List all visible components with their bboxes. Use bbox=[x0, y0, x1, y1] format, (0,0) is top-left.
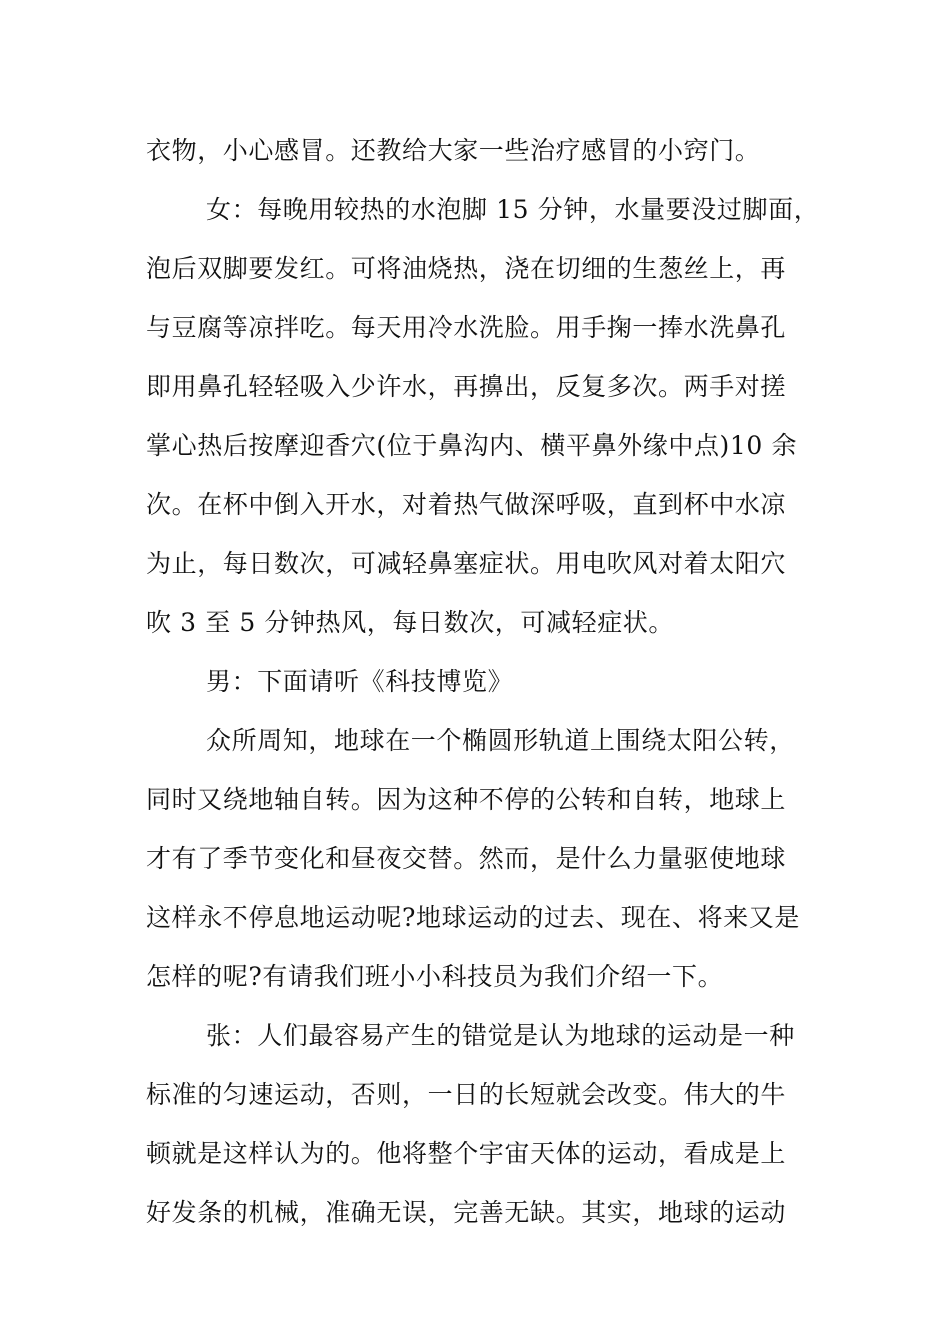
text-line: 与豆腐等凉拌吃。每天用冷水洗脸。用手掬一捧水洗鼻孔 bbox=[146, 313, 787, 342]
paragraph-start-line: 众所周知，地球在一个椭圆形轨道上围绕太阳公转， bbox=[206, 726, 795, 755]
text-line: 衣物，小心感冒。还教给大家一些治疗感冒的小窍门。 bbox=[146, 136, 761, 165]
text-line: 才有了季节变化和昼夜交替。然而，是什么力量驱使地球 bbox=[146, 844, 787, 873]
paragraph-start-line: 男：下面请听《科技博览》 bbox=[206, 667, 514, 696]
text-line: 吹 3 至 5 分钟热风，每日数次，可减轻症状。 bbox=[146, 608, 675, 637]
text-line: 为止，每日数次，可减轻鼻塞症状。用电吹风对着太阳穴 bbox=[146, 549, 787, 578]
text-line: 掌心热后按摩迎香穴(位于鼻沟内、横平鼻外缘中点)10 余 bbox=[146, 431, 798, 460]
text-line: 泡后双脚要发红。可将油烧热，浇在切细的生葱丝上，再 bbox=[146, 254, 787, 283]
text-line: 好发条的机械，准确无误，完善无缺。其实，地球的运动 bbox=[146, 1198, 787, 1227]
paragraph-start-line: 张：人们最容易产生的错觉是认为地球的运动是一种 bbox=[206, 1021, 795, 1050]
text-line: 次。在杯中倒入开水，对着热气做深呼吸，直到杯中水凉 bbox=[146, 490, 787, 519]
text-line: 这样永不停息地运动呢?地球运动的过去、现在、将来又是 bbox=[146, 903, 801, 932]
paragraph-start-line: 女：每晚用较热的水泡脚 15 分钟，水量要没过脚面， bbox=[206, 195, 820, 224]
text-line: 怎样的呢?有请我们班小小科技员为我们介绍一下。 bbox=[146, 962, 724, 991]
text-line: 同时又绕地轴自转。因为这种不停的公转和自转，地球上 bbox=[146, 785, 787, 814]
text-line: 标准的匀速运动，否则，一日的长短就会改变。伟大的牛 bbox=[146, 1080, 787, 1109]
text-line: 即用鼻孔轻轻吸入少许水，再擤出，反复多次。两手对搓 bbox=[146, 372, 787, 401]
text-line: 顿就是这样认为的。他将整个宇宙天体的运动，看成是上 bbox=[146, 1139, 787, 1168]
